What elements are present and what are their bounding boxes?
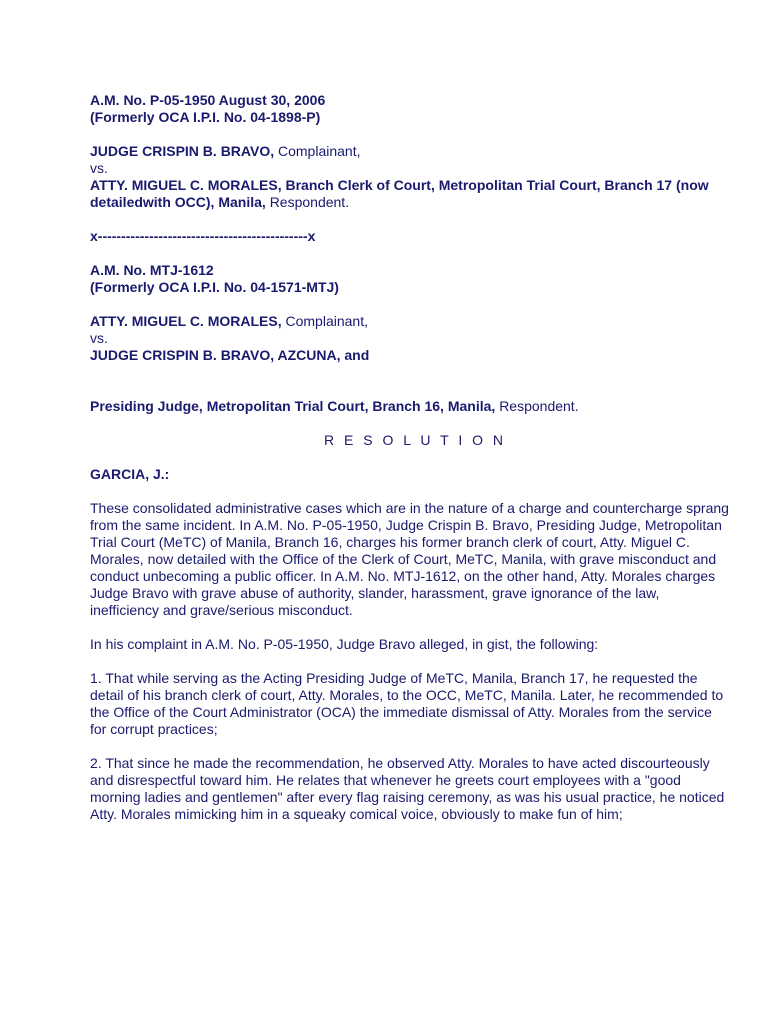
case2-respondent-name: JUDGE CRISPIN B. BRAVO, AZCUNA, and xyxy=(90,347,370,363)
case1-respondent-name: ATTY. MIGUEL C. MORALES, Branch Clerk of Court, Metropolitan Trial Court, Branch 17 (now detailedwith OCC), Manila, xyxy=(90,177,709,210)
resolution-heading: R E S O L U T I O N xyxy=(324,432,506,448)
case2-complainant xyxy=(90,313,730,330)
case2-complainant-role: Complainant, xyxy=(285,313,368,329)
case1-respondent xyxy=(90,177,730,211)
case2-number: A.M. No. MTJ-1612 xyxy=(90,262,214,278)
case2-vs: vs. xyxy=(90,330,108,346)
case1-complainant xyxy=(90,143,730,160)
paragraph-intro: These consolidated administrative cases which are in the nature of a charge and countercharge sprang from the same incident. In A.M. No. P-05-1950, Judge Crispin B. Bravo, Presiding Judge, Metropolitan Trial Court (MeTC) of Manila, Branch 16, charges his former branch clerk of court, Atty. Miguel C. Morales, now detailed with the Office of the Clerk of Court, MeTC, Manila, with grave misconduct and conduct unbecoming a public officer. In A.M. No. MTJ-1612, on the other hand, Atty. Morales charges Judge Bravo with grave abuse of authority, slander, harassment, grave ignorance of the law, inefficiency and grave/serious misconduct. xyxy=(90,500,729,618)
case2-complainant-name: ATTY. MIGUEL C. MORALES, xyxy=(90,313,282,329)
case2-respondent-desc-line xyxy=(90,398,730,415)
case2-formerly: (Formerly OCA I.P.I. No. 04-1571-MTJ) xyxy=(90,279,339,295)
paragraph-allegation-1: 1. That while serving as the Acting Presiding Judge of MeTC, Manila, Branch 17, he requested the detail of his branch clerk of court, Atty. Morales, to the OCC, MeTC, Manila. Later, he recommended to the Office of the Court Administrator (OCA) the immediate dismissal of Atty. Morales from the service for corrupt practices; xyxy=(90,670,724,737)
case1-complainant-name: JUDGE CRISPIN B. BRAVO, xyxy=(90,143,275,159)
paragraph-complaint: In his complaint in A.M. No. P-05-1950, Judge Bravo alleged, in gist, the following: xyxy=(90,636,599,652)
case1-formerly: (Formerly OCA I.P.I. No. 04-1898-P) xyxy=(90,109,321,125)
case1-respondent-role: Respondent. xyxy=(269,194,350,210)
document-page xyxy=(90,92,730,823)
case2-respondent-role: Respondent. xyxy=(499,398,579,414)
case1-number: A.M. No. P-05-1950 August 30, 2006 xyxy=(90,92,326,108)
case-separator: x---------------------------------------------x xyxy=(90,228,316,244)
paragraph-allegation-2: 2. That since he made the recommendation, he observed Atty. Morales to have acted discourteously and disrespectful toward him. He relates that whenever he greets court employees with a "good morning ladies and gentlemen" after every flag raising ceremony, as was his usual practice, he noticed Atty. Morales mimicking him in a squeaky comical voice, obviously to make fun of him; xyxy=(90,755,725,822)
case2-respondent-desc: Presiding Judge, Metropolitan Trial Court, Branch 16, Manila, xyxy=(90,398,496,414)
ponente: GARCIA, J.: xyxy=(90,466,170,482)
case1-vs: vs. xyxy=(90,160,108,176)
case1-complainant-role: Complainant, xyxy=(278,143,361,159)
